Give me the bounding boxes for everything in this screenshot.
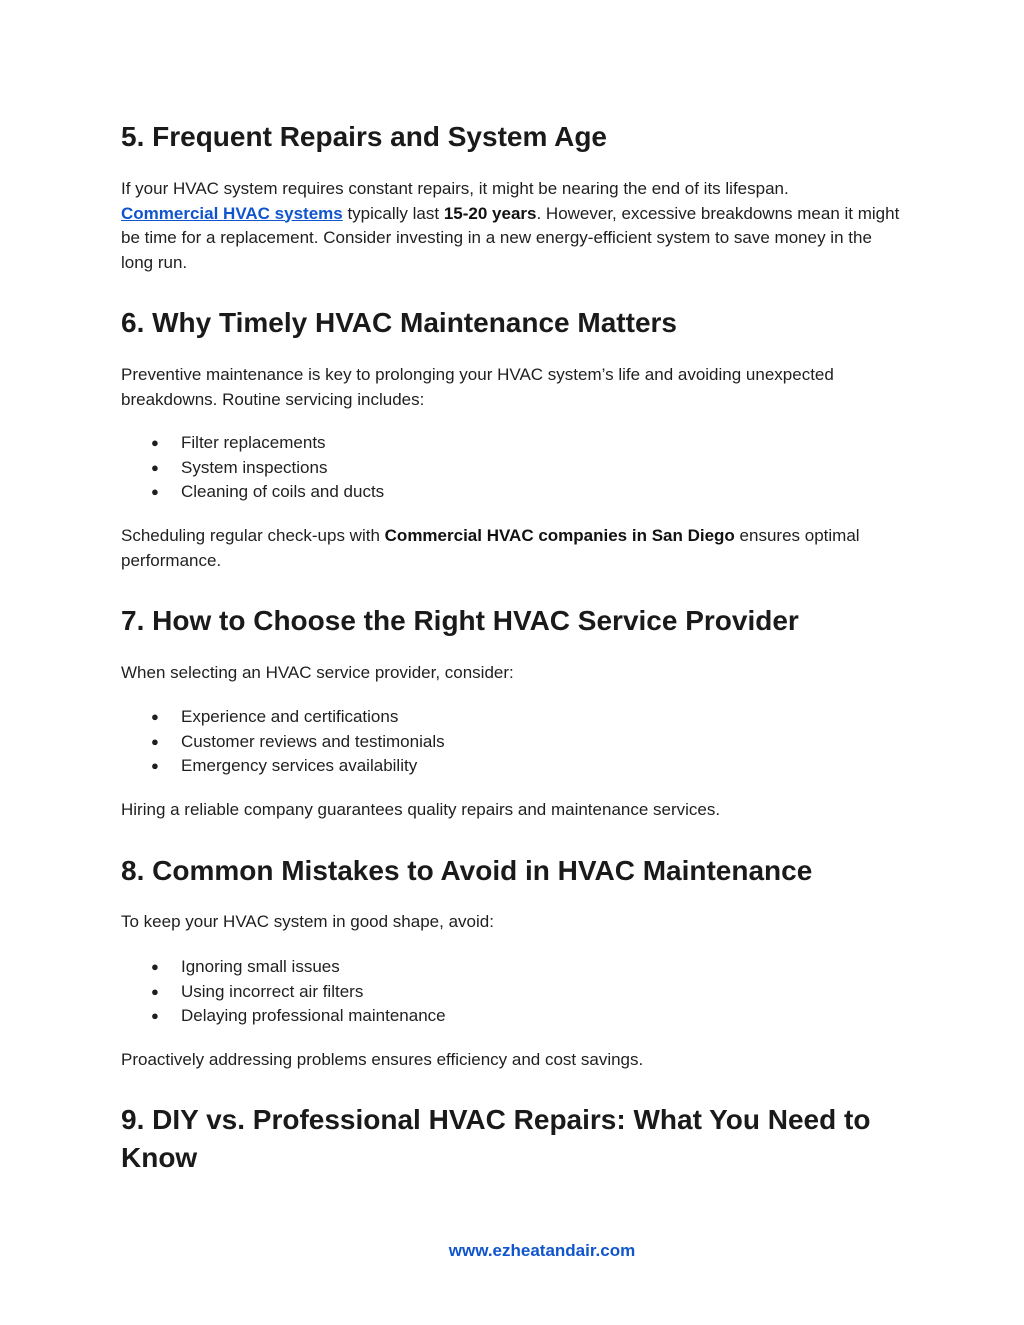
list-item: ● Emergency services availability	[151, 754, 851, 779]
commercial-hvac-systems-link[interactable]: Commercial HVAC systems	[121, 203, 343, 223]
bullet-icon: ●	[151, 459, 159, 475]
section-8-list	[151, 955, 851, 1029]
section-8-intro: To keep your HVAC system in good shape, avoid:	[121, 912, 494, 931]
section-8-outro: Proactively addressing problems ensures efficiency and cost savings.	[121, 1050, 644, 1069]
lifespan-years: 15-20 years	[443, 203, 537, 223]
section-7-list	[151, 705, 851, 779]
section-6-outro: Scheduling regular check-ups with Commercial HVAC companies in San Diego ensures optimal performance.	[121, 526, 860, 570]
list-item: ● Ignoring small issues	[151, 955, 851, 980]
footer-url[interactable]: www.ezheatandair.com	[448, 1241, 636, 1260]
section-7-intro: When selecting an HVAC service provider, consider:	[121, 663, 514, 682]
section-6-intro: Preventive maintenance is key to prolonging your HVAC system’s life and avoiding unexpected breakdowns. Routine servicing includes:	[121, 365, 834, 409]
bullet-icon: ●	[151, 733, 159, 749]
san-diego-companies-bold: Commercial HVAC companies in San Diego	[384, 526, 735, 545]
list-item: ● Delaying professional maintenance	[151, 1004, 851, 1029]
section-5-text-c: . However, excessive breakdowns mean it might be time for a replacement. Consider investing in a new energy-efficient system to save money in the long run.	[121, 203, 900, 272]
list-item: ● System inspections	[151, 456, 851, 481]
section-9-heading: 9. DIY vs. Professional HVAC Repairs: What You Need to Know	[121, 1104, 871, 1173]
section-6-list	[151, 431, 851, 505]
section-5-heading: 5. Frequent Repairs and System Age	[121, 121, 607, 152]
bullet-icon: ●	[151, 959, 159, 974]
list-item: ● Using incorrect air filters	[151, 980, 851, 1005]
bullet-icon: ●	[151, 1008, 159, 1023]
section-5-text-b: typically last	[342, 203, 444, 223]
list-item: ● Experience and certifications	[151, 705, 851, 730]
list-item: ● Filter replacements	[151, 431, 851, 456]
list-item: ● Customer reviews and testimonials	[151, 730, 851, 755]
bullet-icon: ●	[151, 435, 159, 450]
section-6-heading: 6. Why Timely HVAC Maintenance Matters	[121, 307, 677, 338]
section-7-heading: 7. How to Choose the Right HVAC Service Provider	[121, 605, 799, 636]
section-8-heading: 8. Common Mistakes to Avoid in HVAC Maintenance	[121, 855, 813, 886]
list-item: ● Cleaning of coils and ducts	[151, 480, 851, 505]
bullet-icon: ●	[151, 758, 159, 773]
section-5-text-a: If your HVAC system requires constant repairs, it might be nearing the end of its lifespan.	[121, 179, 789, 198]
bullet-icon: ●	[151, 983, 159, 999]
bullet-icon: ●	[151, 484, 159, 499]
section-7-outro: Hiring a reliable company guarantees quality repairs and maintenance services.	[121, 800, 721, 819]
section-5-paragraph	[121, 177, 906, 275]
bullet-icon: ●	[151, 709, 159, 724]
